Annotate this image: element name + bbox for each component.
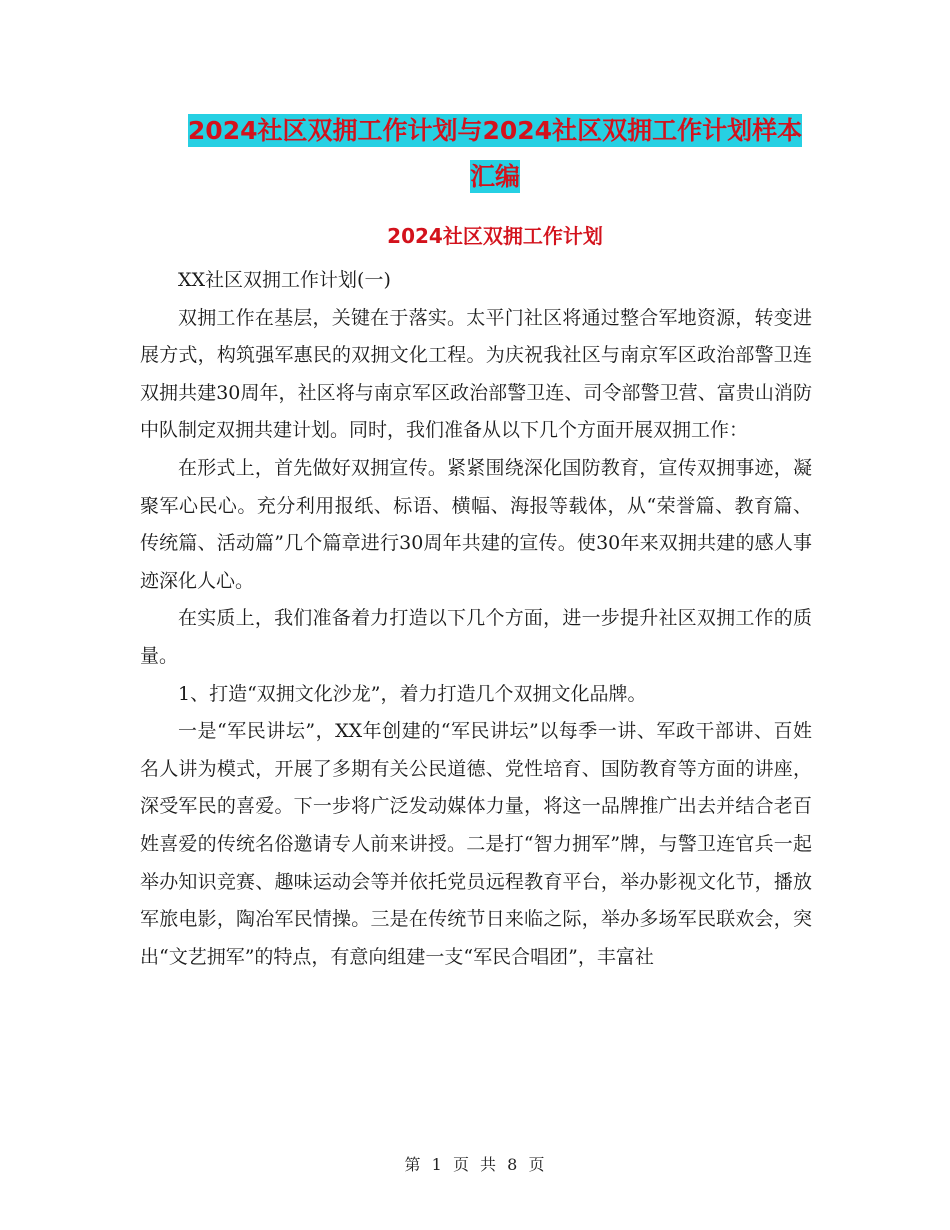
section-title: 2024社区双拥工作计划 [387,224,603,248]
document-title-line-2: 汇编 [469,162,520,191]
footer-page-number: 1 [431,1155,443,1174]
document-title [140,108,850,200]
document-body [140,262,812,976]
paragraph: 在实质上，我们准备着力打造以下几个方面，进一步提升社区双拥工作的质量。 [140,607,812,667]
paragraph: 一是“军民讲坛”，XX年创建的“军民讲坛”以每季一讲、军政干部讲、百姓名人讲为模式，开展了多期有关公民道德、党性培育、国防教育等方面的讲座，深受军民的喜爱。下一步将广泛发动媒体力量，将这一品牌推广出去并结合老百姓喜爱的传统名俗邀请专人前来讲授。二是打“智力拥军”牌，与警卫连官兵一起举办知识竞赛、趣味运动会等并依托党员远程教育平台，举办影视文化节，播放军旅电影，陶冶军民情操。三是在传统节日来临之际，举办多场军民联欢会，突出“文艺拥军”的特点，有意向组建一支“军民合唱团”，丰富社 [140,720,812,968]
footer-word-gong: 共 [480,1155,498,1174]
paragraph: 1、打造“双拥文化沙龙”，着力打造几个双拥文化品牌。 [178,682,647,705]
footer-word-ye: 页 [452,1155,470,1174]
document-title-line-1: 2024社区双拥工作计划与2024社区双拥工作计划样本 [187,116,803,145]
footer-total-pages: 8 [507,1155,519,1174]
footer-word-ye-2: 页 [528,1155,546,1174]
page-footer [0,1152,950,1175]
paragraph-subtitle: XX社区双拥工作计划(一) [178,269,391,291]
paragraph: 在形式上，首先做好双拥宣传。紧紧围绕深化国防教育，宣传双拥事迹，凝聚军心民心。充分利用报纸、标语、横幅、海报等载体，从“荣誉篇、教育篇、传统篇、活动篇”几个篇章进行30周年共建的宣传。使30年来双拥共建的感人事迹深化人心。 [140,456,812,592]
paragraph: 双拥工作在基层，关键在于落实。太平门社区将通过整合军地资源，转变进展方式，构筑强军惠民的双拥文化工程。为庆祝我社区与南京军区政治部警卫连双拥共建30周年，社区将与南京军区政治部警卫连、司令部警卫营、富贵山消防中队制定双拥共建计划。同时，我们准备从以下几个方面开展双拥工作： [140,306,812,442]
footer-word-di: 第 [404,1155,422,1174]
